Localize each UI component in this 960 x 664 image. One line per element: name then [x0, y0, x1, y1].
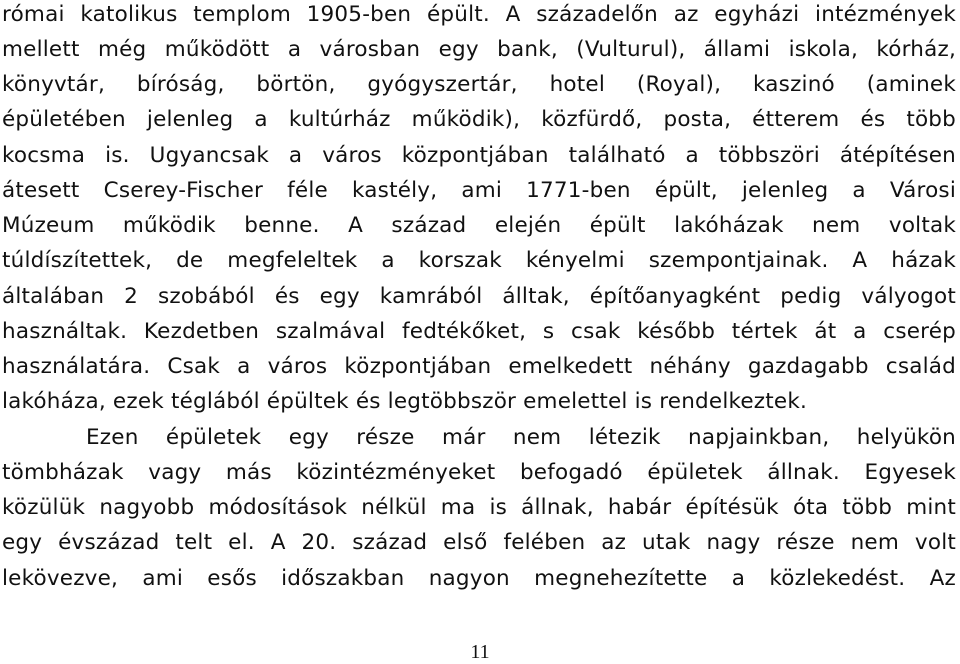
text-line-16: egy évszázad telt el. A 20. század első felében az utak nagy része nem volt [2, 530, 956, 555]
text-line-12: lakóháza, ezek téglából épültek és legtöbbször emelettel is rendelkeztek. [2, 389, 808, 414]
text-line-6: átesett Cserey-Fischer féle kastély, ami 1771-ben épült, jelenleg a Városi [2, 178, 956, 203]
text-line-14: tömbházak vagy más közintézményeket befogadó épületek állnak. Egyesek [2, 460, 956, 485]
text-line-4: épületében jelenleg a kultúrház működik), közfürdő, posta, étterem és több [2, 107, 956, 132]
page-number: 11 [470, 641, 490, 663]
text-line-8: túldíszítettek, de megfeleltek a korszak kényelmi szempontjainak. A házak [2, 248, 956, 273]
text-line-3: könyvtár, bíróság, börtön, gyógyszertár, hotel (Royal), kaszinó (aminek [2, 72, 956, 97]
text-line-1: római katolikus templom 1905-ben épült. A századelőn az egyházi intézmények [2, 2, 956, 27]
text-line-2: mellett még működött a városban egy bank, (Vulturul), állami iskola, kórház, [2, 37, 956, 62]
text-line-11: használatára. Csak a város központjában emelkedett néhány gazdagabb család [2, 354, 956, 379]
text-line-10: használtak. Kezdetben szalmával fedtékőket, s csak később tértek át a cserép [2, 319, 956, 344]
text-line-13: Ezen épületek egy része már nem létezik napjainkban, helyükön [86, 425, 956, 450]
text-line-15: közülük nagyobb módosítások nélkül ma is állnak, habár építésük óta több mint [2, 495, 956, 520]
text-line-7: Múzeum működik benne. A század elején épült lakóházak nem voltak [2, 213, 956, 238]
text-line-9: általában 2 szobából és egy kamrából álltak, építőanyagként pedig vályogot [2, 284, 956, 309]
text-line-17: lekövezve, ami esős időszakban nagyon megnehezítette a közlekedést. Az [2, 566, 956, 591]
text-line-5: kocsma is. Ugyancsak a város központjában található a többszöri átépítésen [2, 143, 956, 168]
